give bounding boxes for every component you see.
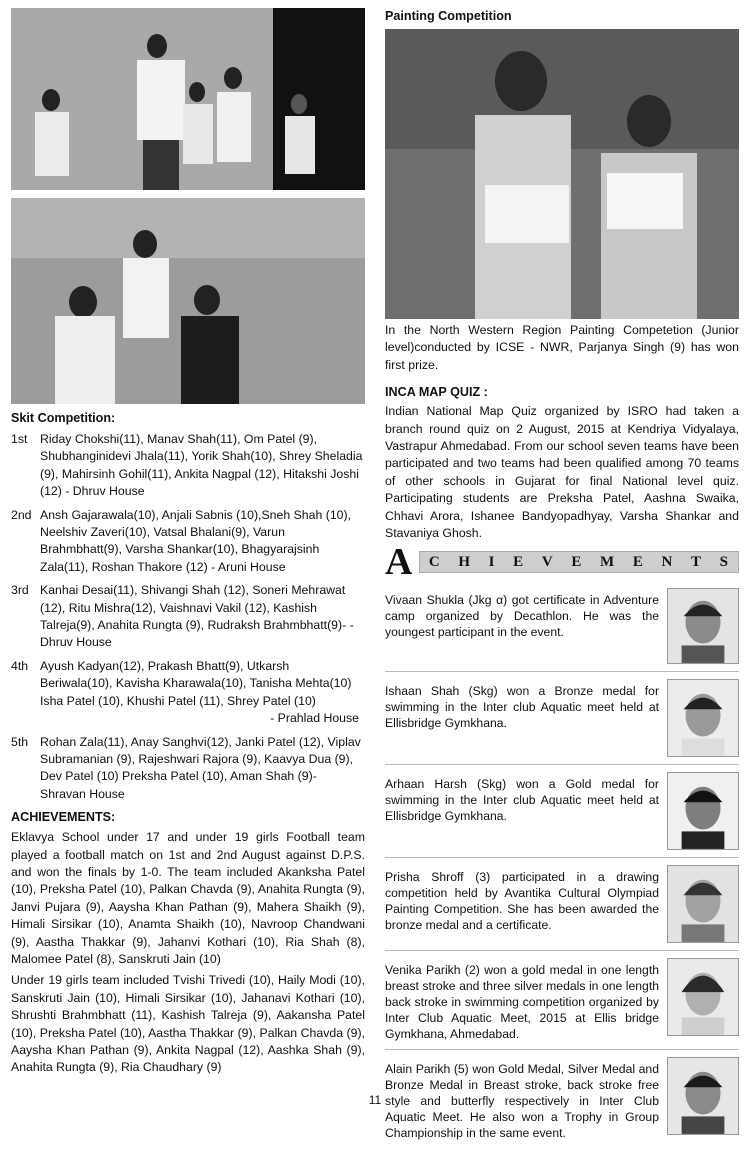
skit-heading: Skit Competition:	[11, 411, 116, 425]
banner-letter: H	[458, 553, 471, 570]
skit-rank: 4th	[11, 658, 29, 673]
achievement-item	[385, 958, 739, 1050]
student-photo	[667, 679, 739, 757]
skit-list	[11, 431, 365, 803]
painting-heading: Painting Competition	[385, 9, 512, 23]
skit-rank: 2nd	[11, 507, 32, 522]
inca-text: Indian National Map Quiz organized by ISRO had taken a branch round quiz on 2 August, 2015 at Kendriya Vidyalaya, Vastrapur Ahmedabad. From our school seven teams have been participated and two teams had been qualified among 70 teams of other schools in Gujarat for final National level quiz. Participating students are Preksha Patel, Aashna Swaika, Chhavi Arora, Ishanee Bandyopadhyay, Varsha Shankar and Stavaniya Ghosh.	[385, 404, 739, 541]
banner-letter: T	[691, 553, 703, 570]
left-column	[11, 8, 365, 1077]
banner-bar	[419, 551, 739, 573]
achievements-banner	[385, 541, 739, 584]
banner-letter: I	[488, 553, 496, 570]
skit-members: Riday Chokshi(11), Manav Shah(11), Om Patel (9), Shubhanginidevi Jhala(11), Yorik Shah(10), Shrey Sheladia (9), Mahirsinh Gohil(11), Ankita Nagpal (12), Hitakshi Joshi (12) - Dhruv House	[40, 432, 363, 499]
banner-letter: C	[428, 553, 441, 570]
skit-entry	[11, 734, 365, 804]
student-photo	[667, 958, 739, 1036]
achievement-text: Venika Parikh (2) won a gold medal in one length breast stroke and three silver medals in one length back stroke in swimming competition organized by Inter Club Aquatic Meet, 2015 at Ellis bridge Gymkhana, Ahmedabad.	[385, 963, 659, 1042]
achievements-heading: ACHIEVEMENTS:	[11, 810, 116, 825]
achievement-item	[385, 588, 739, 672]
inca-heading: INCA MAP QUIZ :	[385, 385, 488, 400]
student-photo	[667, 772, 739, 850]
achievement-text: Alain Parikh (5) won Gold Medal, Silver Medal and Bronze Medal in Breast stroke, back stroke free style and butterfly respectively in Inter Club Aquatic Meet. He also won a Trophy in Group Championship in the same event.	[385, 1062, 659, 1141]
football-para-1: Eklavya School under 17 and under 19 girls Football team played a football match on 1st and 2nd August against D.P.S. and won the finals by 1-0. The team included Akanksha Patel (10), Preksha Patel (10), Palkan Chavda (9), Anahita Rungta (9), Janvi Pujara (9), Aaysha Khan Pathan (9), Mahera Shaikh (9), Himali Sirsikar (10), Anamta Shaikh (10), Navroop Chandwani (9), Aastha Thakkar (9), Jahanvi Kothari (10), Ria Shah (8), Malomee Patel (8), Sanskruti Jain (10)	[11, 830, 365, 966]
achievement-text: Ishaan Shah (Skg) won a Bronze medal for swimming in the Inter club Aquatic meet held at Ellisbridge Gymkhana.	[385, 684, 659, 731]
banner-letter: E	[513, 553, 525, 570]
skit-photo-bottom	[11, 198, 365, 404]
right-column	[385, 8, 739, 1155]
achievement-item	[385, 772, 739, 858]
achievement-list	[385, 588, 739, 1148]
banner-letter: M	[600, 553, 616, 570]
student-photo	[667, 865, 739, 943]
skit-members: Rohan Zala(11), Anay Sanghvi(12), Janki Patel (12), Viplav Subramanian (9), Rajeshwari Rajora (9), Kaavya Dua (9), Dev Patel (10) Preksha Patel (10), Aman Shah (9)- Shravan House	[40, 734, 361, 801]
banner-letter: E	[571, 553, 583, 570]
achievement-item	[385, 679, 739, 765]
banner-letter: S	[719, 553, 730, 570]
skit-entry	[11, 431, 365, 501]
banner-letter: E	[632, 553, 644, 570]
student-photo	[667, 588, 739, 664]
skit-members: Kanhai Desai(11), Shivangi Shah (12), Soneri Mehrawat (12), Ritu Mishra(12), Vaishnavi Vakil (12), Kashish Talreja(9), Anahita Rungta (9), Rudraksh Brahmbhatt(9)- - Dhruv House	[40, 583, 354, 650]
football-para-2: Under 19 girls team included Tvishi Trivedi (10), Haily Modi (10), Sanskruti Jain (10), Himali Sirsikar (10), Jahanavi Kothari (10), Shrushti Brahmbhatt (11), Kashish Talreja (9), Aakansha Patel (10), Preksha Patel (10), Aastha Thakkar (9), Palkan Chavda (9), Aaysha Khan Pathan (9), Ankita Nagpal (12), Aashka Shah (9), Anahita Rungta (9), Ria Chaudhary (9)	[11, 973, 365, 1075]
painting-photo	[385, 29, 739, 319]
skit-entry	[11, 582, 365, 652]
skit-house: - Prahlad House	[270, 711, 359, 726]
achievement-text: Arhaan Harsh (Skg) won a Gold medal for swimming in the Inter club Aquatic meet held at Ellisbridge Gymkhana.	[385, 777, 659, 824]
skit-photo-top	[11, 8, 365, 190]
skit-rank: 3rd	[11, 583, 29, 598]
banner-initial: A	[385, 541, 413, 584]
skit-rank: 1st	[11, 432, 28, 446]
page-number: 11	[368, 1093, 382, 1107]
banner-letter: V	[541, 553, 554, 570]
banner-letter: N	[661, 553, 674, 570]
achievement-text: Prisha Shroff (3) participated in a drawing competition held by Avantika Cultural Olympiad Painting Competition. She has been awarded the bronze medal and a certificate.	[385, 870, 659, 933]
skit-rank: 5th	[11, 734, 29, 749]
skit-members: Ayush Kadyan(12), Prakash Bhatt(9), Utkarsh Beriwala(10), Kavisha Kharawala(10), Tanisha Mehta(10) Isha Patel (10), Khushi Patel (11), Shrey Patel (10)	[40, 658, 352, 708]
achievement-item	[385, 865, 739, 951]
skit-members: Ansh Gajarawala(10), Anjali Sabnis (10),Sneh Shah (10), Neelshiv Zaveri(10), Vatsal Bhalani(9), Varun Brahmbhatt(9), Varsha Shankar(10), Bhagyarajsinh Zala(11), Roshan Thakore (12) - Aruni House	[40, 507, 352, 574]
skit-entry	[11, 658, 365, 728]
skit-entry	[11, 507, 365, 577]
achievement-text: Vivaan Shukla (Jkg α) got certificate in Adventure camp organized by Decathlon. He was the youngest participant in the event.	[385, 593, 659, 640]
painting-caption: In the North Western Region Painting Competetion (Junior level)conducted by ICSE - NWR, Parjanya Singh (9) has won first prize.	[385, 323, 739, 372]
